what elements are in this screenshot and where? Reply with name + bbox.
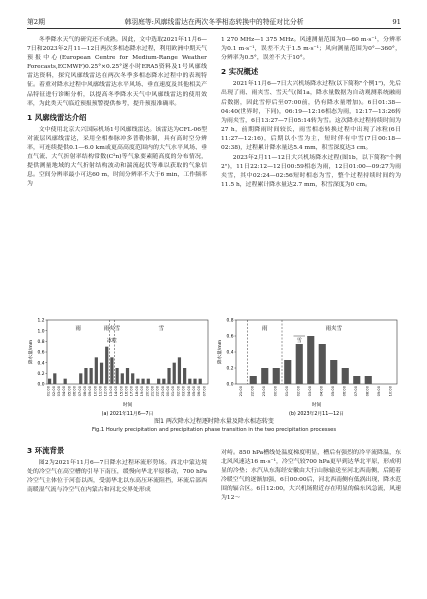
y-tick-label: 0.0 bbox=[226, 382, 234, 388]
y-tick-label: 0.8 bbox=[226, 318, 234, 324]
bar bbox=[162, 379, 165, 384]
section-3-heading: 3 环流背景 bbox=[27, 446, 65, 455]
phase-label: 雪 bbox=[158, 326, 165, 332]
figure-caption-cn: 图1 两次降水过程逐时降水量及降水相态转变 bbox=[154, 418, 274, 425]
y-tick-label: 0.6 bbox=[226, 334, 234, 340]
bar bbox=[273, 368, 280, 384]
y-tick-label: 0.2 bbox=[226, 366, 234, 372]
y-tick-label: 0.4 bbox=[226, 350, 234, 356]
x-tick-label: 05:00 bbox=[192, 386, 197, 397]
x-tick-label: 18:00 bbox=[134, 386, 139, 397]
figure-caption-en: Fig.1 Hourly precipitation and precipitation phase transition in the two precipitation processes bbox=[91, 427, 337, 433]
x-tick-label: 15:00 bbox=[119, 386, 124, 397]
bar bbox=[126, 368, 129, 384]
x-tick-label: 22:00 bbox=[250, 386, 255, 397]
bar bbox=[284, 360, 291, 384]
x-tick-label: 10:00 bbox=[93, 386, 98, 397]
chart-b bbox=[216, 314, 401, 418]
bar bbox=[261, 368, 268, 384]
y-axis-label: 降水量/mm bbox=[218, 339, 223, 365]
plot-frame bbox=[236, 320, 397, 384]
page-number: 91 bbox=[392, 18, 401, 26]
x-tick-label: 19:00 bbox=[140, 386, 145, 397]
bar bbox=[330, 360, 337, 384]
x-axis-label: 时间 bbox=[311, 403, 322, 408]
x-tick-label: 23:00 bbox=[261, 386, 266, 397]
x-tick-label: 05:00 bbox=[330, 386, 335, 397]
x-tick-label: 09:00 bbox=[376, 386, 381, 397]
bar bbox=[53, 373, 56, 384]
x-tick-label: 04:00 bbox=[186, 386, 191, 397]
bar bbox=[199, 379, 202, 384]
bar bbox=[95, 357, 98, 384]
left-column-bottom bbox=[27, 442, 207, 496]
bar bbox=[116, 368, 119, 384]
bar bbox=[353, 376, 360, 384]
phase-label: 雨 bbox=[261, 326, 268, 332]
bar bbox=[90, 368, 93, 384]
x-tick-label: 01:00 bbox=[284, 386, 289, 397]
x-tick-label: 10:00 bbox=[388, 386, 393, 397]
bar bbox=[48, 379, 51, 384]
bar bbox=[131, 373, 134, 384]
y-axis-label: 降水量/mm bbox=[29, 339, 34, 365]
bar bbox=[141, 379, 144, 384]
annotation-label: 雪 bbox=[296, 338, 302, 344]
annotation-label: 冰粒 bbox=[106, 338, 117, 344]
bar bbox=[100, 363, 103, 384]
x-tick-label: 07:00 bbox=[353, 386, 358, 397]
section-1-heading: 1 风廓线雷达介绍 bbox=[27, 112, 87, 122]
chart-subtitle: (b) 2023年2月11—12日 bbox=[289, 412, 344, 417]
bar bbox=[110, 357, 113, 384]
x-tick-label: 08:00 bbox=[365, 386, 370, 397]
bar bbox=[193, 379, 196, 384]
radar-paragraph: 文中使用北京大兴国际机场1号风廓线雷达。该雷达为CFL-06型对流层风廓线雷达，采用全相参脉冲多普勒体制，具有高时空分辨率，可连续提供0.1—6.0 km或更高高度范围内的大气水平风场、垂直气流、大气折射率结构常数(C²n)等气象要素随高度的分布情况，提供测量地域的大气折射结构波动和湍流起伏等难以获取的气象信息。空间分辨率最小可达60 m，时间分辨率不大于6 min，工作频率为 bbox=[27, 126, 207, 188]
x-tick-label: 12:00 bbox=[103, 386, 108, 397]
x-tick-label: 01:00 bbox=[46, 386, 51, 397]
phase-label: 雨 bbox=[75, 326, 81, 332]
y-tick-label: 0.0 bbox=[37, 382, 45, 388]
x-tick-label: 03:00 bbox=[307, 386, 312, 397]
x-tick-label: 05:00 bbox=[67, 386, 72, 397]
right-column-top bbox=[221, 36, 401, 192]
x-axis-label: 时间 bbox=[122, 403, 133, 408]
y-tick-label: 0.8 bbox=[37, 339, 45, 345]
case1-paragraph: 2021年11月6—7日大兴机场降水过程(以下简称"个例1")，先后出现了雨、雨夹雪、雪天气(图1a，降水量数据为自动观测系统融雨后数据，因此雪停后至07:00前，仍有降水量增加)。6日01:38—04:40(世界时，下同)，06:19—12:16相态为雨，12:17—13:26转为雨夹雪，6日13:27—7日05:14转为雪。这次降水过程持续时间为27 h，前期降雨时间较长，雨雪相态转换过程中出现了冰粒(6日11:27—12:16)，后期以小雪为主，短时伴有中雪(7日00:18—02:38)，过程累计降水量达5.4 mm，积雪深度达3 cm。 bbox=[221, 81, 401, 152]
right-column-bottom bbox=[221, 449, 401, 505]
issue-number: 第2期 bbox=[27, 18, 45, 26]
y-tick-label: 1.2 bbox=[37, 318, 45, 324]
x-tick-label: 03:00 bbox=[181, 386, 186, 397]
circulation-continued-paragraph: 对峙。850 hPa槽线处温度梯度明显，槽后有强烈的冷平流降温，东北风风速达16 m·s⁻¹，冷空气较700 hPa更早到达华北平原，形成明显的冷垫；水汽从东海经安徽由大行山脉输送至河北西南侧，后随着冷暖空气的逐渐加强，6日00:00后，河北西南侧有低涡出现，降水范围的辐合区。6日12:00，大兴机场附近存在明显的偏东风急流，风速为12～ bbox=[221, 450, 401, 502]
chart-a bbox=[27, 314, 212, 418]
chart-subtitle: (a) 2021年11月6—7日 bbox=[101, 412, 154, 417]
bar bbox=[167, 368, 170, 384]
bar bbox=[147, 379, 150, 384]
x-tick-label: 00:00 bbox=[166, 386, 171, 397]
x-tick-label: 21:00 bbox=[150, 386, 155, 397]
bar bbox=[250, 376, 257, 384]
bar bbox=[296, 344, 303, 384]
bar bbox=[342, 368, 349, 384]
phase-label: 雨夹雪 bbox=[103, 326, 121, 332]
left-column-top bbox=[27, 36, 207, 191]
y-tick-label: 0.2 bbox=[37, 371, 45, 377]
running-header bbox=[27, 16, 401, 29]
case2-paragraph: 2023年2月11—12日大兴机场降水过程(图1b，以下简称"个例2")，11日22:12—12日00:59相态为雨，12日01:00—09:27为雨夹雪，其中02:24—02:56短时相态为雪，整个过程持续时间约为11.5 h，过程累计降水量达2.7 mm，积雪深度为0 cm。 bbox=[221, 155, 401, 189]
intro-paragraph: 冬季降水天气的研究还不成熟。因此，文中选取2021年11月6—7日和2023年2月11—12日两次多相态降水过程，利用欧洲中期天气预报中心(European Centre for Medium-Range Weather Forecasts,ECMWF)0.25°×0.25°逐小时ERA5资料及1号风廓线雷达资料，探究风廓线雷达在两次冬季多相态降水过程中的表现特征。着重对降水过程中风廓线雷达水平风场、垂直速度及其他相关产品特征进行诊断分析，以提高冬季降水天气中风廓线雷达的使用效率，为此类天气临近预报预警提供参考，提升预报准确率。 bbox=[27, 37, 207, 107]
bar bbox=[121, 373, 124, 384]
bar bbox=[84, 368, 87, 384]
bar bbox=[183, 368, 186, 384]
x-tick-label: 06:00 bbox=[72, 386, 77, 397]
bar bbox=[173, 363, 176, 384]
running-title: 韩羽庭等:风廓线雷达在两次冬季相态转换中的特征对比分析 bbox=[124, 18, 304, 26]
x-tick-label: 09:00 bbox=[88, 386, 93, 397]
bar bbox=[178, 357, 181, 384]
x-tick-label: 07:00 bbox=[202, 386, 207, 397]
x-tick-label: 07:00 bbox=[77, 386, 82, 397]
x-tick-label: 22:00 bbox=[155, 386, 160, 397]
x-tick-label: 06:00 bbox=[197, 386, 202, 397]
x-tick-label: 02:00 bbox=[296, 386, 301, 397]
x-tick-label: 00:00 bbox=[273, 386, 278, 397]
section-2-heading: 2 实况概述 bbox=[221, 67, 259, 77]
bar bbox=[105, 347, 108, 384]
y-tick-label: 1.0 bbox=[37, 329, 45, 335]
x-tick-label: 20:00 bbox=[145, 386, 150, 397]
x-tick-label: 16:00 bbox=[124, 386, 129, 397]
x-tick-label: 01:00 bbox=[171, 386, 176, 397]
bar bbox=[188, 379, 191, 384]
figure-1 bbox=[27, 314, 401, 434]
x-tick-label: 14:00 bbox=[114, 386, 119, 397]
bar bbox=[157, 379, 160, 384]
circulation-paragraph: 图2为2021年11月6—7日降水过程环流形势场。西北中蒙边境处的冷空气在高空槽的引导下南压，缓慢向华北平原移动，700 hPa冷空气主体位于河套以西，受弱华北以东高压环流阻挡，环流后部西南暖湿气流与冷空气在内蒙古和河北交界处形成 bbox=[27, 460, 207, 494]
x-tick-label: 23:00 bbox=[160, 386, 165, 397]
x-tick-label: 06:00 bbox=[342, 386, 347, 397]
x-tick-label: 03:00 bbox=[56, 386, 61, 397]
x-tick-label: 13:00 bbox=[108, 386, 113, 397]
phase-label: 雨夹雪 bbox=[325, 326, 343, 332]
x-tick-label: 17:00 bbox=[129, 386, 134, 397]
bar bbox=[319, 344, 326, 384]
radar-spec-paragraph: 1 270 MHz—1 375 MHz。风速测量范围为0—60 m·s⁻¹，分辨率为0.1 m·s⁻¹，误差不大于1.5 m·s⁻¹；风向测量范围为0°—360°，分辨率为0.5°，误差不大于10°。 bbox=[221, 37, 401, 62]
bar bbox=[136, 379, 139, 384]
x-tick-label: 08:00 bbox=[82, 386, 87, 397]
x-tick-label: 02:00 bbox=[51, 386, 56, 397]
bar bbox=[79, 373, 82, 384]
x-tick-label: 11:00 bbox=[98, 386, 103, 397]
y-tick-label: 0.6 bbox=[37, 350, 45, 356]
bar bbox=[307, 336, 314, 384]
bar bbox=[64, 379, 67, 384]
bar bbox=[365, 376, 372, 384]
x-tick-label: 04:00 bbox=[319, 386, 324, 397]
x-tick-label: 21:00 bbox=[238, 386, 243, 397]
x-tick-label: 02:00 bbox=[176, 386, 181, 397]
x-tick-label: 04:00 bbox=[62, 386, 67, 397]
y-tick-label: 0.4 bbox=[37, 361, 45, 367]
